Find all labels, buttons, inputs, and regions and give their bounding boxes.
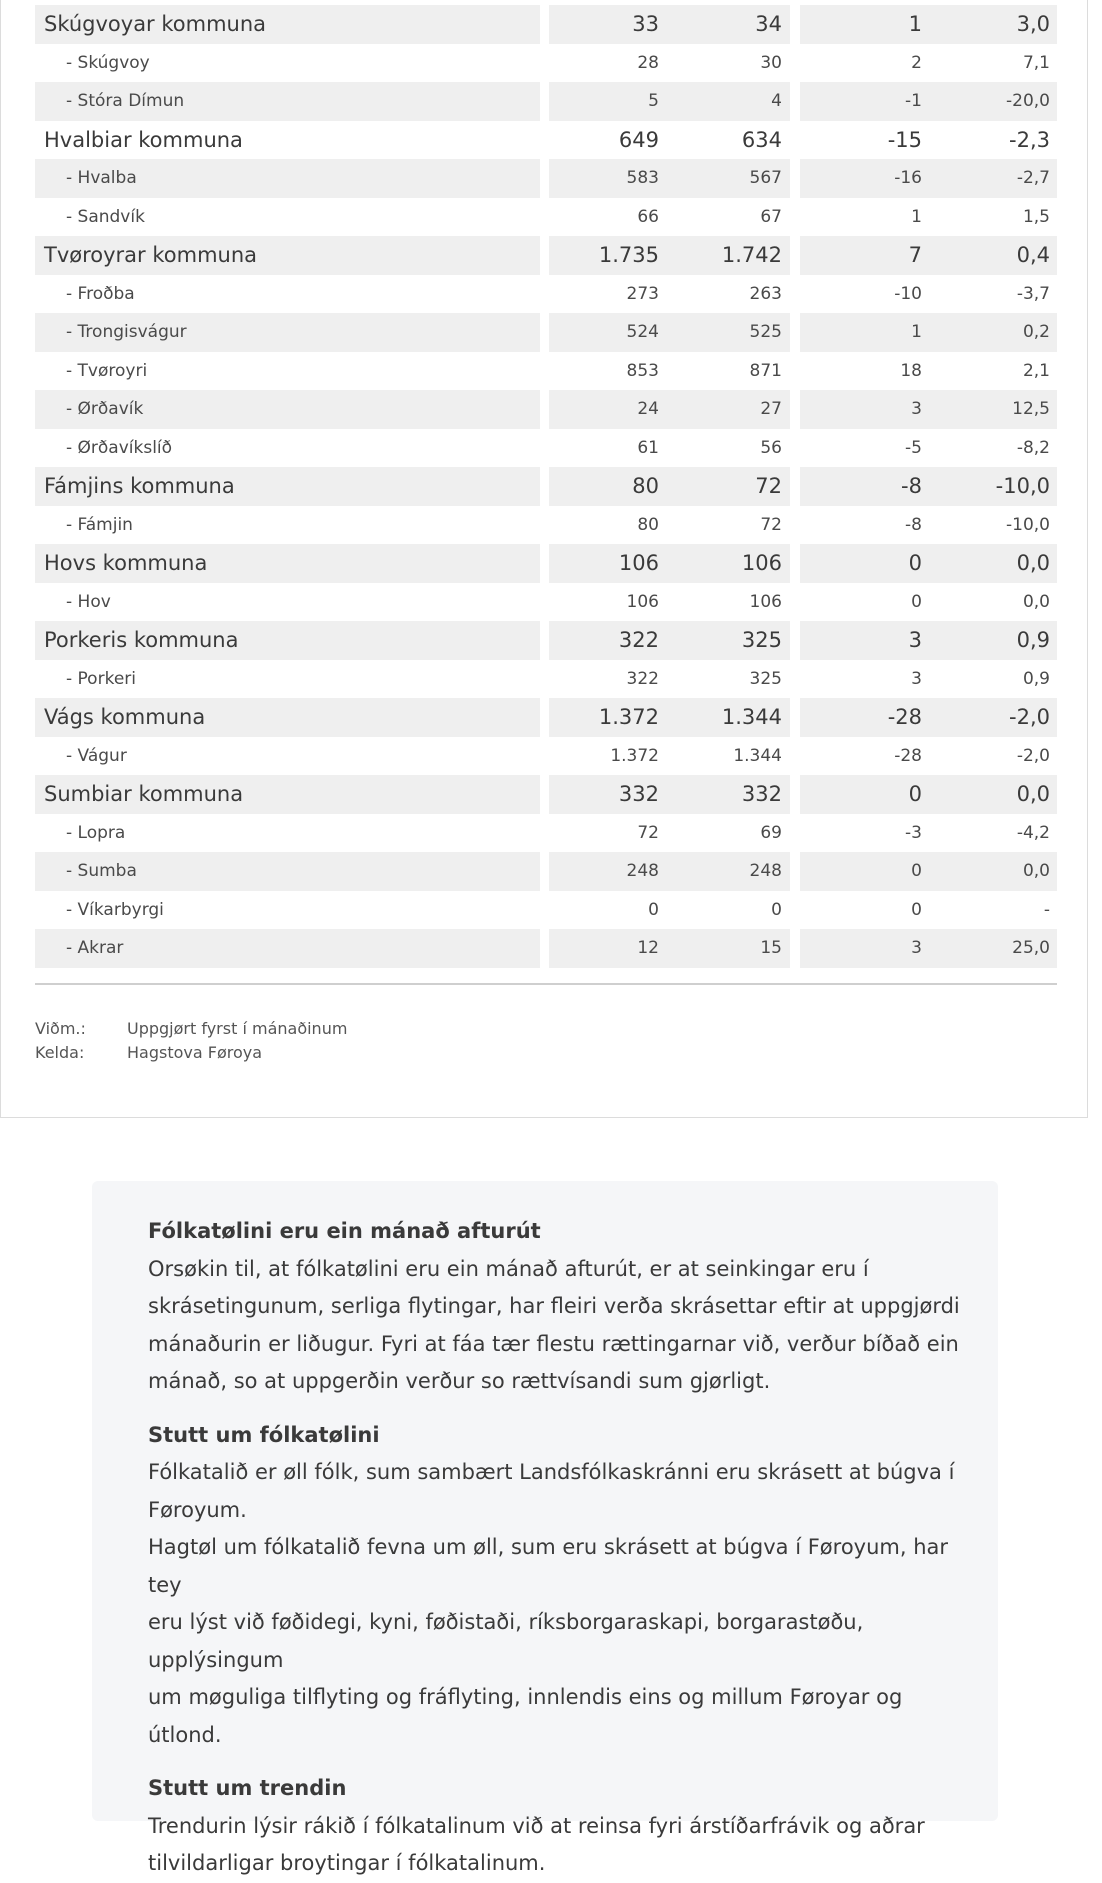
row-value-first: 66 — [637, 206, 659, 227]
village-row — [35, 198, 1057, 237]
row-name: - Hvalba — [35, 159, 540, 198]
row-change-percent: 0,0 — [930, 544, 1057, 583]
row-name: - Víkarbyrgi — [66, 899, 164, 920]
row-change: 2 — [911, 52, 922, 73]
row-name: Fámjins kommuna — [35, 467, 540, 506]
row-value-first: 322 — [549, 621, 667, 660]
row-change: -8 — [905, 514, 922, 535]
row-change: -28 — [800, 698, 930, 737]
row-value-second: 34 — [667, 5, 790, 44]
row-change-percent: -3,7 — [1016, 283, 1050, 304]
row-change-percent: -10,0 — [1006, 514, 1050, 535]
municipality-row — [35, 698, 1057, 737]
row-value-second: 0 — [771, 899, 782, 920]
row-change-percent: -20,0 — [930, 82, 1057, 121]
village-row — [35, 313, 1057, 352]
population-table — [35, 5, 1057, 968]
row-change-percent: -8,2 — [1016, 437, 1050, 458]
info-text-line: Hagtøl um fólkatalið fevna um øll, sum eru skrásett at búgva í Føroyum, har tey — [148, 1535, 949, 1597]
row-value-first: 0 — [648, 899, 659, 920]
row-value-second: 525 — [667, 313, 790, 352]
row-change: 3 — [800, 929, 930, 968]
village-row — [35, 814, 1057, 853]
row-value-second: 72 — [760, 514, 782, 535]
municipality-row — [35, 121, 1057, 160]
municipality-row — [35, 467, 1057, 506]
row-value-first: 12 — [549, 929, 667, 968]
row-change: 1 — [800, 5, 930, 44]
row-name: - Fámjin — [66, 514, 133, 535]
note-remark-label: Viðm.: — [35, 1019, 86, 1038]
row-change-percent: 3,0 — [930, 5, 1057, 44]
row-name: - Tvøroyri — [66, 360, 148, 381]
row-value-second: 263 — [749, 283, 782, 304]
info-heading-delay: Fólkatølini eru ein mánað afturút — [148, 1219, 541, 1243]
row-name: - Ørðavíkslíð — [66, 437, 173, 458]
municipality-row — [35, 5, 1057, 44]
village-row — [35, 159, 1057, 198]
row-change-percent: -2,3 — [1009, 127, 1050, 152]
row-change-percent: 0,9 — [1022, 668, 1050, 689]
row-change: 18 — [900, 360, 922, 381]
row-value-second: 15 — [667, 929, 790, 968]
info-content — [148, 1213, 968, 1883]
row-change: 7 — [800, 236, 930, 275]
row-value-first: 106 — [549, 544, 667, 583]
info-text-line: tilvildarligar broytingar í fólkatalinum. — [148, 1851, 546, 1875]
row-change: 1 — [911, 206, 922, 227]
row-change: -1 — [800, 82, 930, 121]
row-change-percent: -4,2 — [1016, 822, 1050, 843]
row-value-first: 28 — [637, 52, 659, 73]
village-row — [35, 390, 1057, 429]
info-text-line: Fólkatalið er øll fólk, sum sambært Landsfólkaskránni eru skrásett at búgva í — [148, 1460, 955, 1484]
info-heading-trend: Stutt um trendin — [148, 1776, 347, 1800]
row-value-second: 567 — [667, 159, 790, 198]
row-name: - Skúgvoy — [66, 52, 150, 73]
row-change-percent: 0,9 — [930, 621, 1057, 660]
row-change: 0 — [800, 775, 930, 814]
row-value-second: 871 — [749, 360, 782, 381]
row-change-percent: 2,1 — [1022, 360, 1050, 381]
row-value-second: 106 — [667, 544, 790, 583]
municipality-row — [35, 621, 1057, 660]
info-paragraph-trend — [148, 1808, 968, 1883]
row-value-second: 56 — [760, 437, 782, 458]
note-remark-value: Uppgjørt fyrst í mánaðinum — [127, 1019, 348, 1038]
row-value-first: 80 — [637, 514, 659, 535]
row-name: - Porkeri — [66, 668, 136, 689]
village-row — [35, 660, 1057, 699]
row-value-first: 106 — [626, 591, 659, 612]
village-row — [35, 929, 1057, 968]
row-name: Skúgvoyar kommuna — [35, 5, 540, 44]
row-value-first: 1.735 — [549, 236, 667, 275]
info-text-line: Orsøkin til, at fólkatølini eru ein mánað afturút, er at seinkingar eru í — [148, 1256, 869, 1281]
info-text-line: mánaðurin er liðugur. Fyri at fáa tær flestu rættingarnar við, verður bíðað ein — [148, 1331, 959, 1356]
row-value-second: 4 — [667, 82, 790, 121]
row-name: Porkeris kommuna — [35, 621, 540, 660]
row-value-second: 69 — [760, 822, 782, 843]
row-value-first: 1.372 — [549, 698, 667, 737]
info-text-line: mánað, so at uppgerðin verður so rættvísandi sum gjørligt. — [148, 1369, 771, 1393]
note-remark — [35, 1017, 635, 1041]
row-change: 0 — [911, 899, 922, 920]
row-change: -3 — [905, 822, 922, 843]
row-value-first: 80 — [549, 467, 667, 506]
info-paragraph-delay — [148, 1251, 968, 1401]
row-value-second: 106 — [749, 591, 782, 612]
row-change-percent: -2,7 — [930, 159, 1057, 198]
row-value-second: 332 — [667, 775, 790, 814]
row-name: Sumbiar kommuna — [35, 775, 540, 814]
row-change-percent: 1,5 — [1022, 206, 1050, 227]
row-value-second: 1.742 — [667, 236, 790, 275]
row-change-percent: 0,0 — [930, 852, 1057, 891]
row-value-second: 325 — [749, 668, 782, 689]
row-value-second: 27 — [667, 390, 790, 429]
info-text-line: Trendurin lýsir rákið í fólkatalinum við at reinsa fyri árstíðarfrávik og aðrar — [148, 1813, 925, 1838]
row-change-percent: 25,0 — [930, 929, 1057, 968]
row-value-second: 67 — [760, 206, 782, 227]
row-change: 3 — [800, 390, 930, 429]
row-change: -28 — [894, 745, 922, 766]
row-change: 3 — [800, 621, 930, 660]
row-change: 0 — [911, 591, 922, 612]
row-change-percent: -2,0 — [1016, 745, 1050, 766]
row-name: - Hov — [66, 591, 111, 612]
row-name: - Stóra Dímun — [35, 82, 540, 121]
row-name: - Akrar — [35, 929, 540, 968]
row-value-first: 649 — [618, 127, 659, 152]
row-name: Hvalbiar kommuna — [44, 127, 243, 152]
municipality-row — [35, 775, 1057, 814]
row-value-first: 524 — [549, 313, 667, 352]
note-source-value: Hagstova Føroya — [127, 1043, 263, 1062]
info-box — [92, 1181, 998, 1875]
row-value-first: 1.372 — [610, 745, 659, 766]
row-name: - Trongisvágur — [35, 313, 540, 352]
row-value-first: 332 — [549, 775, 667, 814]
village-row — [35, 352, 1057, 391]
village-row — [35, 852, 1057, 891]
row-name: Vágs kommuna — [35, 698, 540, 737]
village-row — [35, 506, 1057, 545]
row-value-second: 634 — [741, 127, 782, 152]
row-value-first: 583 — [549, 159, 667, 198]
row-value-second: 248 — [667, 852, 790, 891]
note-source — [35, 1041, 635, 1065]
municipality-row — [35, 236, 1057, 275]
row-change: 1 — [800, 313, 930, 352]
info-text-line: skrásetingunum, serliga flytingar, har fleiri verða skrásettar eftir at uppgjørdi — [148, 1294, 960, 1318]
row-value-second: 1.344 — [667, 698, 790, 737]
row-value-first: 853 — [626, 360, 659, 381]
row-name: - Sandvík — [66, 206, 145, 227]
municipality-row — [35, 544, 1057, 583]
row-name: - Lopra — [66, 822, 126, 843]
row-change: -15 — [887, 127, 922, 152]
row-value-second: 325 — [667, 621, 790, 660]
row-value-second: 1.344 — [733, 745, 782, 766]
row-name: Tvøroyrar kommuna — [35, 236, 540, 275]
village-row — [35, 275, 1057, 314]
row-change-percent: 0,0 — [1022, 591, 1050, 612]
info-text-line: um møguliga tilflyting og fráflyting, innlendis eins og millum Føroyar og útlond. — [148, 1685, 903, 1747]
row-value-first: 24 — [549, 390, 667, 429]
row-value-first: 5 — [549, 82, 667, 121]
info-text-line: eru lýst við føðidegi, kyni, føðistaði, ríksborgaraskapi, borgarastøðu, upplýsingum — [148, 1610, 864, 1672]
row-change-percent: - — [1043, 899, 1050, 920]
table-notes — [35, 1017, 635, 1065]
row-value-second: 72 — [667, 467, 790, 506]
row-name: - Ørðavík — [35, 390, 540, 429]
row-value-first: 72 — [637, 822, 659, 843]
row-change: 0 — [800, 852, 930, 891]
note-source-label: Kelda: — [35, 1043, 85, 1062]
row-change-percent: 0,0 — [930, 775, 1057, 814]
village-row — [35, 44, 1057, 83]
row-change: 0 — [800, 544, 930, 583]
row-change-percent: -10,0 — [930, 467, 1057, 506]
row-value-first: 248 — [549, 852, 667, 891]
row-name: - Froðba — [66, 283, 135, 304]
row-name: - Vágur — [66, 745, 127, 766]
village-row — [35, 429, 1057, 468]
village-row — [35, 737, 1057, 776]
table-divider — [35, 983, 1057, 985]
row-change: -8 — [800, 467, 930, 506]
row-value-second: 30 — [760, 52, 782, 73]
row-change: 3 — [911, 668, 922, 689]
info-heading-population: Stutt um fólkatølini — [148, 1422, 380, 1447]
row-change: -16 — [800, 159, 930, 198]
village-row — [35, 82, 1057, 121]
row-change-percent: 12,5 — [930, 390, 1057, 429]
row-change-percent: 0,2 — [930, 313, 1057, 352]
row-value-first: 273 — [626, 283, 659, 304]
row-change-percent: -2,0 — [930, 698, 1057, 737]
row-name: - Sumba — [35, 852, 540, 891]
row-name: Hovs kommuna — [35, 544, 540, 583]
village-row — [35, 891, 1057, 930]
row-change-percent: 0,4 — [930, 236, 1057, 275]
row-change: -10 — [894, 283, 922, 304]
row-value-first: 322 — [626, 668, 659, 689]
info-text-line: Føroyum. — [148, 1497, 247, 1522]
row-value-first: 33 — [549, 5, 667, 44]
row-value-first: 61 — [637, 437, 659, 458]
info-paragraph-population — [148, 1454, 968, 1754]
row-change: -5 — [905, 437, 922, 458]
row-change-percent: 7,1 — [1022, 52, 1050, 73]
village-row — [35, 583, 1057, 622]
